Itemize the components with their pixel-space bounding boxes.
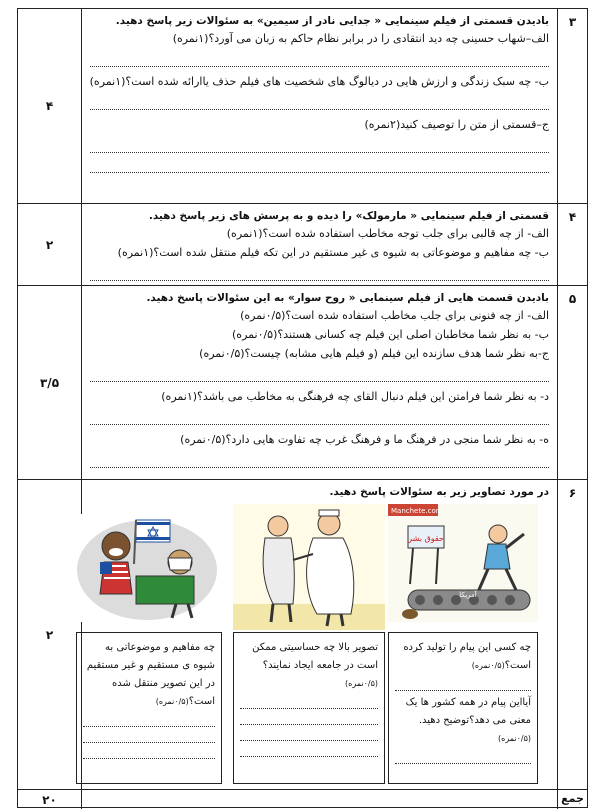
- question-body: [82, 9, 557, 203]
- question-number: ۶: [557, 480, 587, 789]
- question-part-c: ج-به نظر شما هدف سازنده این فیلم (و فیلم هایی مشابه) چیست؟(۰/۵نمره): [199, 347, 549, 360]
- cartoon-doctor-image: [233, 504, 385, 630]
- answer-line[interactable]: [90, 158, 549, 173]
- question-text: تصویر بالا چه حساسیتی ممکن است در جامعه ایجاد نمایند؟(۰/۵نمره): [252, 642, 378, 688]
- cartoon-sign-text: حقوق بشر: [408, 534, 444, 543]
- question-text: چه کسی این پیام را تولید کرده است؟(۰/۵نمره): [403, 642, 531, 671]
- answer-line[interactable]: [90, 266, 549, 281]
- question-5-row: [18, 286, 587, 480]
- question-text: آیااین پیام در همه کشور ها یک معنی می دهد؟توضیح دهید.(۰/۵نمره): [405, 697, 531, 743]
- answer-line[interactable]: [240, 744, 378, 757]
- answer-line[interactable]: [240, 712, 378, 725]
- question-title: بادیدن قسمتی از فیلم سینمایی « جدایی نادر از سیمین» به سئوالات زیر پاسخ دهید.: [115, 15, 549, 27]
- cartoon-treadmill-image: [388, 504, 538, 622]
- answer-line[interactable]: [395, 678, 531, 691]
- question-title: بادیدن قسمت هایی از فیلم سینمایی « روح سوار» به این سئوالات پاسخ دهید.: [146, 292, 549, 304]
- answer-line[interactable]: [90, 410, 549, 425]
- question-3-row: [18, 9, 587, 204]
- question-number: ۳: [557, 9, 587, 203]
- answer-line[interactable]: [90, 52, 549, 67]
- question-number: ۵: [557, 286, 587, 479]
- exam-sheet: [17, 8, 588, 808]
- question-number: ۴: [557, 204, 587, 285]
- question-part-a: الف–شهاب حسینی چه دید انتقادی را در برابر نظام حاکم به زبان می آورد؟(۱نمره): [172, 32, 549, 45]
- answer-line[interactable]: [90, 95, 549, 110]
- question-part-b: ب- چه مفاهیم و موضوعاتی به شیوه ی غیر مستقیم در این تکه فیلم منتقل شده است؟(۱نمره): [117, 246, 549, 259]
- answer-box-left: [76, 632, 222, 784]
- question-title: قسمتی از فیلم سینمایی « مارمولک» را دیده و به پرسش های زیر پاسخ دهید.: [148, 210, 549, 222]
- question-score: ۴: [18, 9, 82, 203]
- question-part-a: الف- از چه قالبی برای جلب توجه مخاطب استفاده شده است؟(۱نمره): [226, 227, 549, 240]
- answer-line[interactable]: [90, 138, 549, 153]
- question-body: [82, 204, 557, 285]
- cartoon-caricature-image: [76, 514, 218, 622]
- question-title: در مورد تصاویر زیر به سئوالات پاسخ دهید.: [329, 486, 549, 498]
- answer-line[interactable]: [240, 696, 378, 709]
- total-label: جمع: [557, 790, 587, 809]
- question-part-d: د- به نظر شما فرامتن این فیلم دنبال القای چه فرهنگی به مخاطب می باشد؟(۱نمره): [161, 390, 549, 403]
- question-part-a: الف- از چه فنونی برای جلب مخاطب استفاده شده است؟(۰/۵نمره): [240, 309, 549, 322]
- total-row: [18, 790, 587, 809]
- question-6-row: [18, 480, 587, 790]
- question-score: ۳/۵: [18, 286, 82, 479]
- answer-line[interactable]: [83, 730, 215, 743]
- answer-box-middle: [233, 632, 385, 784]
- answer-line[interactable]: [90, 367, 549, 382]
- question-part-b: ب- چه سبک زندگی و ارزش هایی در دیالوگ های شخصیت های فیلم حذف یاارائه شده است؟(۱نمره): [90, 75, 549, 88]
- question-part-e: ه- به نظر شما منجی در فرهنگ ما و فرهنگ غرب چه تفاوت هایی دارد؟(۰/۵نمره): [180, 433, 549, 446]
- answer-line[interactable]: [90, 453, 549, 468]
- cartoon-caption: Manchete.com: [391, 507, 443, 515]
- question-4-row: [18, 204, 587, 286]
- answer-line[interactable]: [83, 746, 215, 759]
- question-part-c: ج–قسمتی از متن را توصیف کنید(۲نمره): [364, 118, 549, 131]
- answer-line[interactable]: [83, 714, 215, 727]
- answer-line[interactable]: [395, 751, 531, 764]
- question-score: ۲: [18, 480, 82, 789]
- answer-line[interactable]: [240, 728, 378, 741]
- question-score: ۲: [18, 204, 82, 285]
- cartoon-tread-text: آمریکا: [459, 591, 477, 599]
- total-score: ۲۰: [18, 790, 82, 809]
- question-part-b: ب- به نظر شما مخاطبان اصلی این فیلم چه کسانی هستند؟(۰/۵نمره): [232, 328, 549, 341]
- question-text: چه مفاهیم و موضوعاتی به شیوه ی مستقیم و غیر مستقیم در این تصویر منتقل شده است؟(۰/۵نمره): [86, 642, 215, 707]
- answer-box-right: [388, 632, 538, 784]
- question-body: [82, 286, 557, 479]
